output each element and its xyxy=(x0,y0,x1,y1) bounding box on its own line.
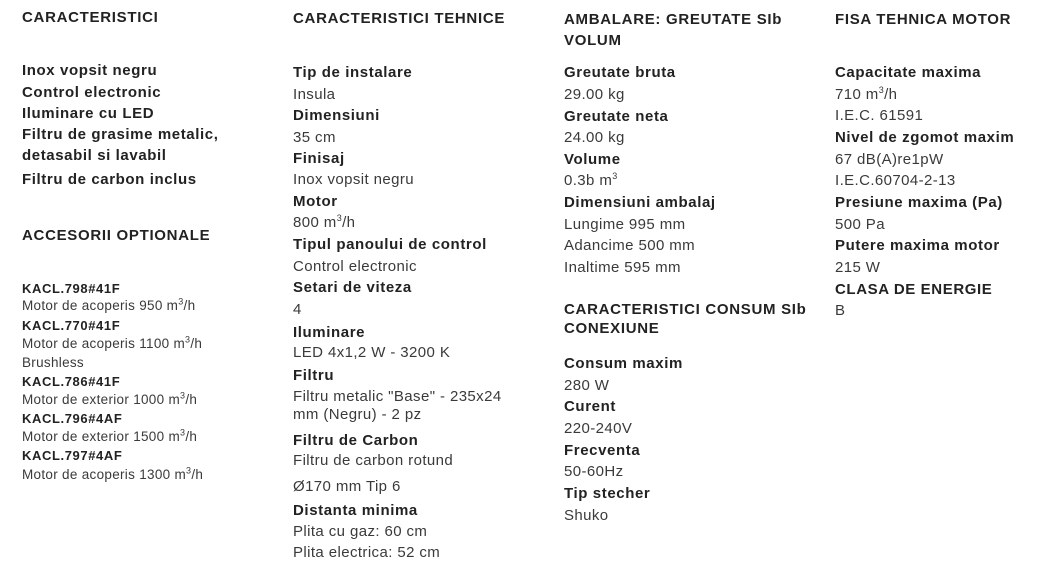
spec-label: Presiune maxima (Pa) xyxy=(835,194,1003,211)
spec-label: Dimensiuni ambalaj xyxy=(564,194,716,211)
spec-label: Distanta minima xyxy=(293,502,418,519)
spec-label: Iluminare xyxy=(293,324,366,341)
feature-item: Filtru de grasime metalic, xyxy=(22,126,219,143)
spec-label: Nivel de zgomot maxim xyxy=(835,129,1015,146)
spec-label: Filtru de Carbon xyxy=(293,432,419,449)
spec-label: Volume xyxy=(564,151,621,168)
feature-item: Filtru de carbon inclus xyxy=(22,171,197,188)
spec-value: 280 W xyxy=(564,377,610,394)
spec-label: Capacitate maxima xyxy=(835,64,982,81)
spec-value: 50-60Hz xyxy=(564,463,624,480)
spec-label: Frecventa xyxy=(564,442,641,459)
spec-value: mm (Negru) - 2 pz xyxy=(293,406,422,423)
spec-value: 500 Pa xyxy=(835,216,885,233)
spec-label: Tip stecher xyxy=(564,485,651,502)
spec-value: 0.3b $m^3$ xyxy=(564,171,618,189)
spec-label: Tipul panoului de control xyxy=(293,236,487,253)
spec-value: 215 W xyxy=(835,259,881,276)
spec-label: Putere maxima motor xyxy=(835,237,1000,254)
spec-value: Plita electrica: 52 cm xyxy=(293,544,441,561)
spec-label: Greutate neta xyxy=(564,108,669,125)
spec-value: 710 $m^3/h$ xyxy=(835,85,898,103)
spec-value: Insula xyxy=(293,86,336,103)
energy-class-value: B xyxy=(835,302,846,319)
spec-value: 24.00 kg xyxy=(564,129,625,146)
spec-label: Setari de viteza xyxy=(293,279,412,296)
spec-value: 220-240V xyxy=(564,420,633,437)
accessory-code: KACL.786#41F xyxy=(22,374,121,389)
spec-label: Motor xyxy=(293,193,338,210)
accessories-heading: ACCESORII OPTIONALE xyxy=(22,227,211,244)
spec-value: I.E.C. 61591 xyxy=(835,107,924,124)
spec-value: Inox vopsit negru xyxy=(293,171,415,188)
accessory-code: KACL.797#4AF xyxy=(22,448,123,463)
spec-value: 4 xyxy=(293,301,302,318)
spec-value: Shuko xyxy=(564,507,609,524)
spec-value: Plita cu gaz: 60 cm xyxy=(293,523,428,540)
accessory-code: KACL.796#4AF xyxy=(22,411,123,426)
spec-value: LED 4x1,2 W - 3200 K xyxy=(293,344,451,361)
spec-label: Consum maxim xyxy=(564,355,683,372)
accessory-extra: Brushless xyxy=(22,355,84,370)
packaging-heading: VOLUM xyxy=(564,32,622,49)
spec-value: 35 cm xyxy=(293,129,336,146)
characteristics-heading: CARACTERISTICI xyxy=(22,9,159,26)
spec-label: Tip de instalare xyxy=(293,64,413,81)
accessory-desc: Motor de acoperis 1300 $m^3/h$ xyxy=(22,465,204,482)
feature-item: Control electronic xyxy=(22,84,162,101)
spec-value: Inaltime 595 mm xyxy=(564,259,681,276)
spec-label: Greutate bruta xyxy=(564,64,676,81)
feature-item: detasabil si lavabil xyxy=(22,147,167,164)
spec-value: 800 $m^3/h$ xyxy=(293,213,356,231)
consumption-heading: CARACTERISTICI CONSUM SIb xyxy=(564,301,807,318)
spec-value: Filtru de carbon rotund xyxy=(293,452,454,469)
accessory-code: KACL.770#41F xyxy=(22,318,121,333)
spec-value: Filtru metalic "Base" - 235x24 xyxy=(293,388,502,405)
spec-value: I.E.C.60704-2-13 xyxy=(835,172,956,189)
spec-label: Dimensiuni xyxy=(293,107,380,124)
spec-label: Finisaj xyxy=(293,150,345,167)
spec-value: Ø170 mm Tip 6 xyxy=(293,478,401,495)
technical-heading: CARACTERISTICI TEHNICE xyxy=(293,10,506,27)
accessory-code: KACL.798#41F xyxy=(22,281,121,296)
motor-heading: FISA TEHNICA MOTOR xyxy=(835,11,1012,28)
spec-value: Lungime 995 mm xyxy=(564,216,686,233)
accessory-desc: Motor de exterior 1000 $m^3/h$ xyxy=(22,390,198,407)
spec-value: 29.00 kg xyxy=(564,86,625,103)
spec-label: Curent xyxy=(564,398,616,415)
spec-value: Control electronic xyxy=(293,258,417,275)
consumption-heading: CONEXIUNE xyxy=(564,320,660,337)
feature-item: Iluminare cu LED xyxy=(22,105,155,122)
accessory-desc: Motor de exterior 1500 $m^3/h$ xyxy=(22,427,198,444)
feature-item: Inox vopsit negru xyxy=(22,62,158,79)
accessory-desc: Motor de acoperis 1100 $m^3/h$ xyxy=(22,334,203,351)
spec-value: Adancime 500 mm xyxy=(564,237,696,254)
energy-class-label: CLASA DE ENERGIE xyxy=(835,281,993,298)
accessory-desc: Motor de acoperis 950 $m^3/h$ xyxy=(22,296,196,313)
spec-label: Filtru xyxy=(293,367,335,384)
packaging-heading: AMBALARE: GREUTATE SIb xyxy=(564,11,783,28)
spec-value: 67 dB(A)re1pW xyxy=(835,151,944,168)
